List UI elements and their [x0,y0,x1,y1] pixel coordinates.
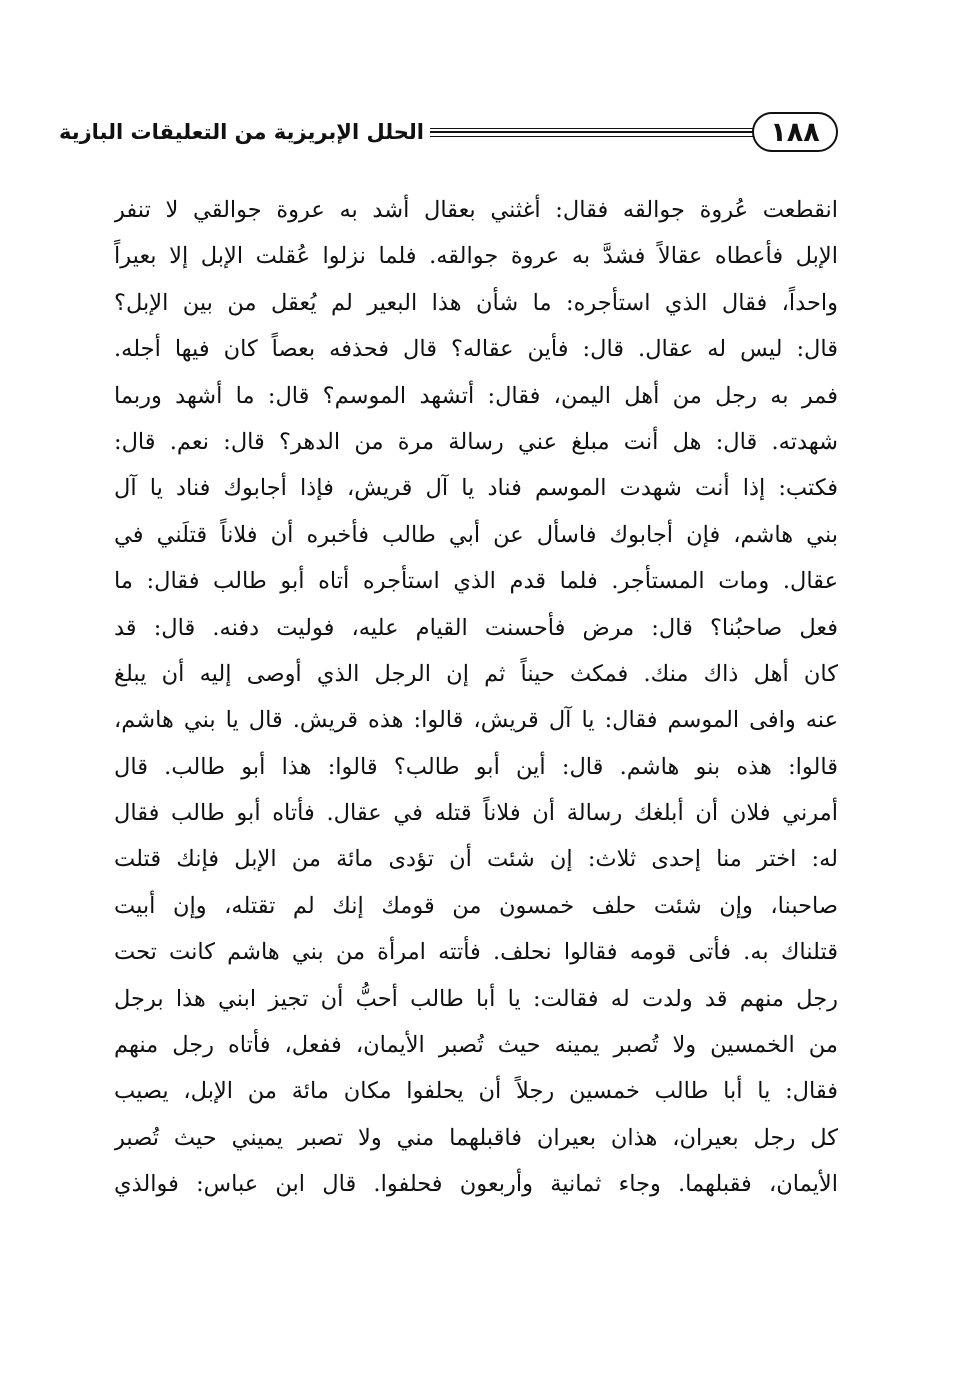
text-line: كل رجل بعيران، هذان بعيران فاقبلهما مني ولا تصبر يميني حيث تُصبر [114,1124,838,1151]
page-number: ١٨٨ [752,112,838,152]
text-line: فقال: يا أبا طالب خمسين رجلاً أن يحلفوا مكان مائة من الإبل، يصيب [114,1078,838,1105]
page-header [58,112,838,156]
text-line: واحداً، فقال الذي استأجره: ما شأن هذا البعير لم يُعقل من بين الإبل؟ [114,289,838,316]
text-line: بني هاشم، فإن أجابوك فاسأل عن أبي طالب فأخبره أن فلاناً قتلَني في [114,521,838,548]
text-line: رجل منهم قد ولدت له فقالت: يا أبا طالب أحبُّ أن تجيز ابني هذا برجل [114,985,838,1012]
text-line: قال: ليس له عقال. قال: فأين عقاله؟ قال فحذفه بعصاً كان فيها أجله. [114,336,838,363]
text-line: كان أهل ذاك منك. فمكث حيناً ثم إن الرجل الذي أوصى إليه أن يبلغ [114,660,838,687]
text-line: عنه وافى الموسم فقال: يا آل قريش، قالوا: هذه قريش. قال يا بني هاشم، [114,707,838,734]
header-rule-center [430,131,754,133]
text-line: عقال. ومات المستأجر. فلما قدم الذي استأجره أتاه أبو طالب فقال: ما [114,568,838,595]
text-line: أمرني فلان أن أبلغك رسالة أن فلاناً قتله في عقال. فأتاه أبو طالب فقال [114,800,838,827]
body-text [114,187,838,1208]
text-line: فمر به رجل من أهل اليمن، فقال: أتشهد الموسم؟ قال: ما أشهد وربما [114,382,838,409]
text-line: قتلناك به. فأتى قومه فقالوا نحلف. فأتته امرأة من بني هاشم كانت تحت [114,939,838,966]
text-line: قالوا: هذه بنو هاشم. قال: أين أبو طالب؟ قالوا: هذا أبو طالب. قال [114,753,838,780]
running-title: الحلل الإبريزية من التعليقات البازية [58,120,424,144]
text-line: فكتب: إذا أنت شهدت الموسم فناد يا آل قريش، فإذا أجابوك فناد يا آل [114,475,838,502]
text-line: فعل صاحبُنا؟ قال: مرض فأحسنت القيام عليه، فوليت دفنه. قال: قد [114,614,838,641]
text-line: الأيمان، فقبلهما. وجاء ثمانية وأربعون فحلفوا. قال ابن عباس: فوالذي [114,1171,838,1198]
header-rule [430,128,754,137]
text-line: من الخمسين ولا تُصبر يمينه حيث تُصبر الأيمان، ففعل، فأتاه رجل منهم [114,1032,838,1059]
text-line: انقطعت عُروة جوالقه فقال: أغثني بعقال أشد به عروة جوالقي لا تنفر [114,197,838,223]
text-line: شهدته. قال: هل أنت مبلغ عني رسالة مرة من الدهر؟ قال: نعم. قال: [114,428,838,455]
text-line: صاحبنا، وإن شئت حلف خمسون من قومك إنك لم تقتله، وإن أبيت [114,892,838,919]
text-line: له: اختر منا إحدى ثلاث: إن شئت أن تؤدى مائة من الإبل فإنك قتلت [114,846,838,873]
text-line: الإبل فأعطاه عقالاً فشدَّ به عروة جوالقه. فلما نزلوا عُقلت الإبل إلا بعيراً [114,243,838,270]
